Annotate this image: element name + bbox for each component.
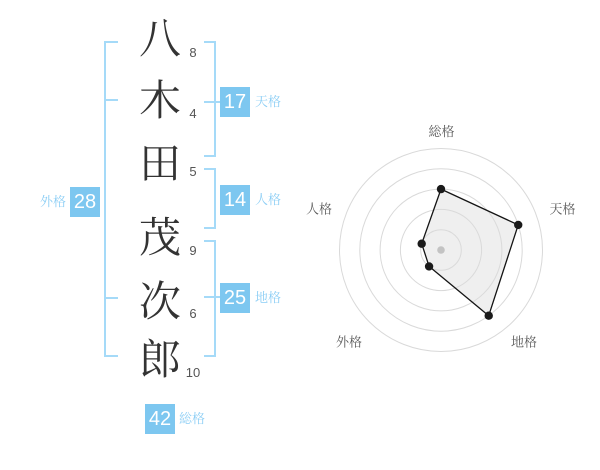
chikaku-badge: 25 — [220, 283, 250, 313]
name-char-4: 茂 — [138, 214, 181, 261]
chikaku-bracket-line — [214, 240, 216, 356]
radar-data-point — [437, 185, 445, 193]
gaikaku-bracket-tick-bottom — [104, 355, 118, 357]
gaikaku-bracket-line — [104, 41, 106, 357]
jinkaku-bracket-line — [214, 168, 216, 229]
jinkaku-bracket-tick-bottom — [204, 227, 216, 229]
stroke-count-2: 4 — [189, 106, 197, 121]
radar-chart — [300, 115, 600, 375]
radar-center-dot — [437, 246, 445, 254]
tenkaku-bracket-line — [214, 41, 216, 157]
gaikaku-bracket-tick-3 — [104, 297, 118, 299]
radar-axis-label: 総格 — [428, 124, 455, 139]
radar-polygon — [422, 189, 519, 316]
tenkaku-bracket-connector — [204, 101, 221, 103]
chikaku-bracket-tick-top — [204, 240, 216, 242]
chikaku-bracket-connector — [204, 296, 221, 298]
tenkaku-label: 天格 — [255, 94, 282, 109]
name-char-2: 木 — [138, 77, 181, 124]
chikaku-bracket-tick-bottom — [204, 355, 216, 357]
radar-data-point — [417, 240, 425, 248]
gaikaku-bracket-tick-top — [104, 41, 118, 43]
radar-data-point — [425, 262, 433, 270]
radar-axis-label: 外格 — [335, 334, 363, 350]
name-char-3: 田 — [138, 140, 181, 187]
gaikaku-label: 外格 — [39, 194, 66, 209]
name-char-5: 次 — [138, 278, 181, 325]
chikaku-label: 地格 — [255, 290, 282, 305]
tenkaku-bracket-tick-bottom — [204, 155, 216, 157]
tenkaku-bracket-tick-top — [204, 41, 216, 43]
jinkaku-badge: 14 — [220, 185, 250, 215]
radar-axis-label: 人格 — [305, 201, 333, 217]
soukaku-badge: 42 — [145, 404, 175, 434]
tenkaku-badge: 17 — [220, 87, 250, 117]
jinkaku-label: 人格 — [255, 192, 282, 207]
radar-axis-label: 天格 — [549, 201, 576, 217]
jinkaku-bracket-tick-top — [204, 168, 216, 170]
stroke-count-4: 9 — [189, 243, 197, 258]
radar-axis-label: 地格 — [510, 334, 538, 350]
stroke-count-3: 5 — [189, 164, 197, 179]
stroke-count-5: 6 — [189, 306, 197, 321]
gaikaku-badge: 28 — [70, 187, 100, 217]
radar-data-point — [514, 221, 522, 229]
name-char-6: 郎 — [138, 336, 181, 383]
name-char-1: 八 — [138, 15, 181, 62]
radar-data-point — [485, 311, 493, 319]
stroke-count-6: 10 — [185, 365, 201, 380]
gaikaku-bracket-tick-2 — [104, 99, 118, 101]
stroke-count-1: 8 — [189, 45, 197, 60]
soukaku-label: 総格 — [179, 411, 206, 426]
